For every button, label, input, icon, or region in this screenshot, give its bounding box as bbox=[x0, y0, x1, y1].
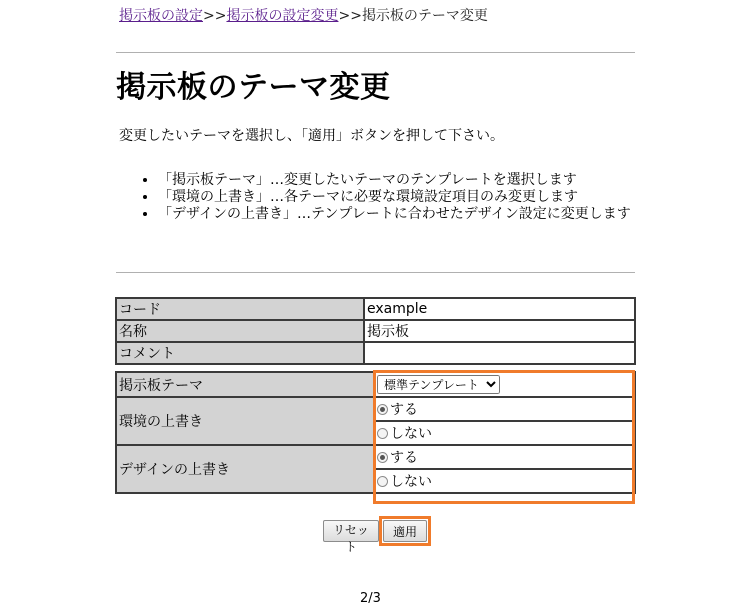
middle-divider bbox=[116, 272, 635, 273]
design-yes-label: する bbox=[390, 450, 418, 466]
theme-label: 掲示板テーマ bbox=[116, 372, 374, 397]
name-label: 名称 bbox=[116, 320, 364, 342]
breadcrumb bbox=[119, 5, 488, 25]
breadcrumb-link-board-settings[interactable]: 掲示板の設定 bbox=[119, 8, 203, 24]
breadcrumb-link-settings-change[interactable]: 掲示板の設定変更 bbox=[226, 8, 339, 24]
env-no-cell bbox=[374, 421, 635, 445]
table-row bbox=[116, 298, 635, 320]
code-label: コード bbox=[116, 298, 364, 320]
table-row bbox=[116, 342, 635, 364]
top-divider bbox=[116, 52, 635, 53]
theme-select-cell bbox=[374, 372, 635, 397]
theme-options-table bbox=[115, 371, 636, 494]
env-no-radio[interactable] bbox=[377, 423, 432, 443]
radio-dot bbox=[377, 476, 388, 487]
page-title: 掲示板のテーマ変更 bbox=[116, 70, 391, 105]
notes-list bbox=[140, 172, 648, 223]
name-value: 掲示板 bbox=[364, 320, 635, 342]
radio-dot-checked bbox=[377, 452, 388, 463]
table-row bbox=[116, 372, 635, 397]
reset-button[interactable]: リセット bbox=[323, 520, 379, 542]
env-yes-cell bbox=[374, 397, 635, 421]
comment-value bbox=[364, 342, 635, 364]
env-no-label: しない bbox=[390, 426, 432, 442]
page-indicator: 2/3 bbox=[360, 591, 381, 606]
apply-button[interactable]: 適用 bbox=[383, 520, 427, 542]
board-info-table bbox=[115, 297, 636, 365]
breadcrumb-separator: >> bbox=[203, 8, 227, 24]
note-item-env: • 「環境の上書き」…各テーマに必要な環境設定項目のみ変更します bbox=[158, 189, 648, 206]
env-label: 環境の上書き bbox=[116, 397, 374, 445]
design-label: デザインの上書き bbox=[116, 445, 374, 493]
intro-text: 変更したいテーマを選択し、「適用」ボタンを押して下さい。 bbox=[119, 128, 504, 144]
design-no-cell bbox=[374, 469, 635, 493]
design-yes-radio[interactable] bbox=[377, 447, 418, 467]
note-item-theme: • 「掲示板テーマ」…変更したいテーマのテンプレートを選択します bbox=[158, 172, 648, 189]
radio-dot bbox=[377, 428, 388, 439]
env-yes-radio[interactable] bbox=[377, 399, 418, 419]
design-yes-cell bbox=[374, 445, 635, 469]
theme-select[interactable] bbox=[377, 375, 500, 394]
note-item-design: • 「デザインの上書き」…テンプレートに合わせたデザイン設定に変更します bbox=[158, 206, 648, 223]
env-yes-label: する bbox=[390, 402, 418, 418]
design-no-label: しない bbox=[390, 474, 432, 490]
design-no-radio[interactable] bbox=[377, 471, 432, 491]
breadcrumb-separator: >> bbox=[338, 8, 362, 24]
table-row bbox=[116, 445, 635, 469]
comment-label: コメント bbox=[116, 342, 364, 364]
table-row bbox=[116, 397, 635, 421]
table-row bbox=[116, 320, 635, 342]
breadcrumb-current: 掲示板のテーマ変更 bbox=[361, 8, 488, 24]
code-value: example bbox=[364, 298, 635, 320]
radio-dot-checked bbox=[377, 404, 388, 415]
